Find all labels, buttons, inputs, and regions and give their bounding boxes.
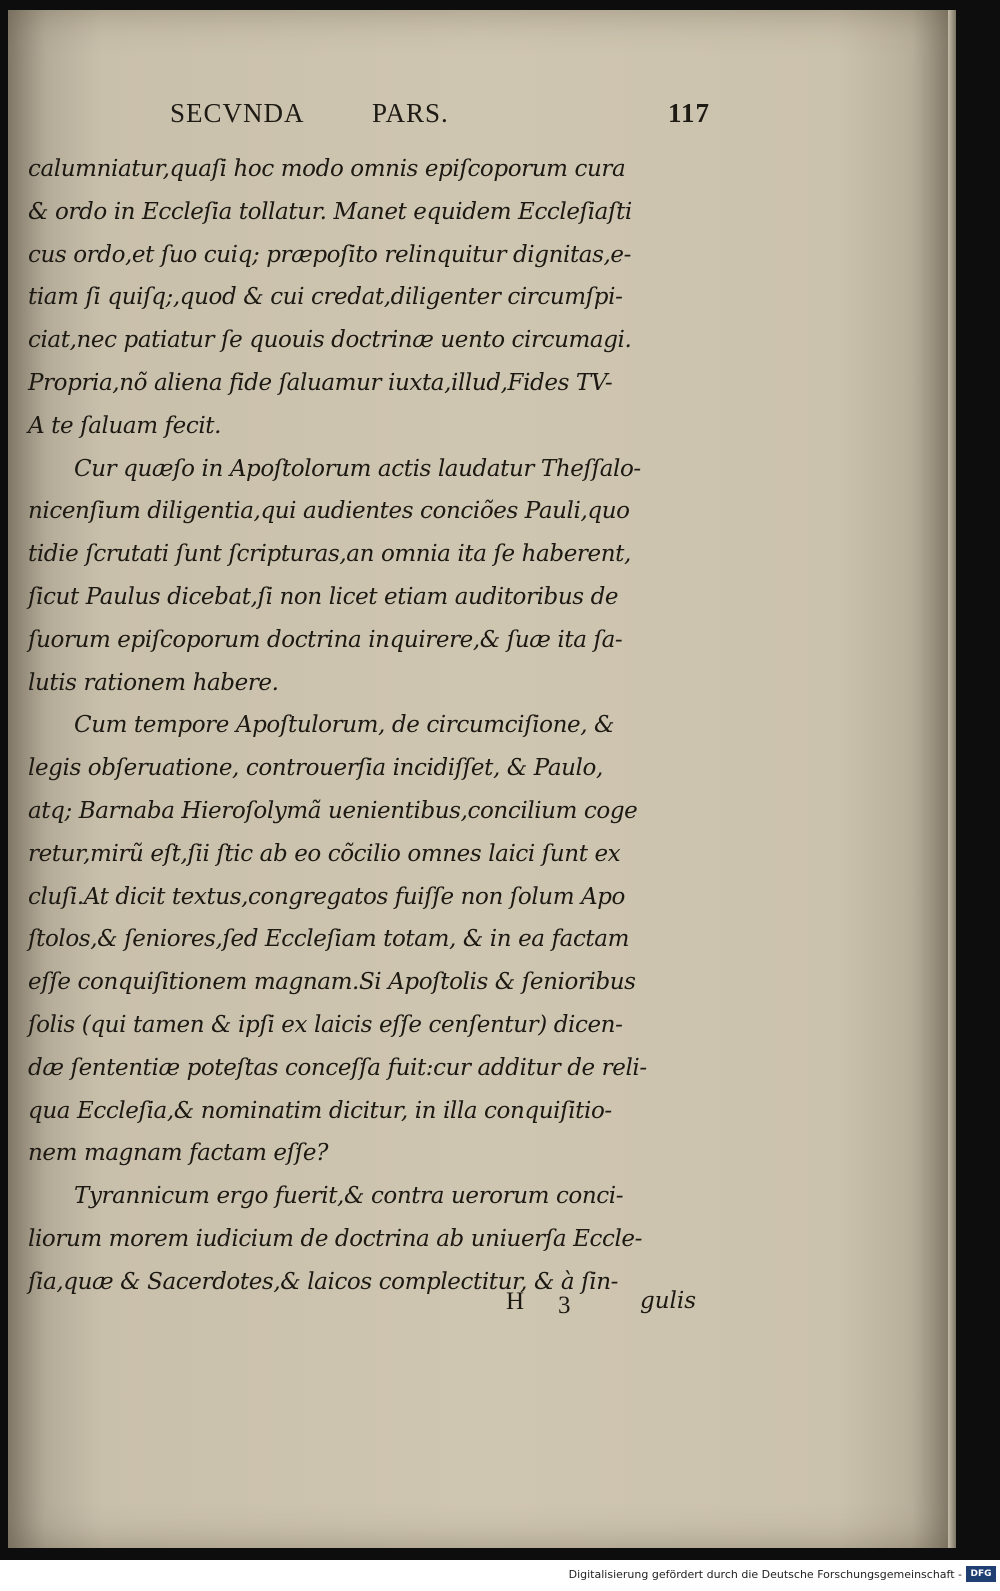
text-line: liorum morem iudicium de doctrina ab uniuerſa Eccle- [28, 1225, 642, 1252]
page-edge [948, 10, 956, 1548]
text-line: cluſi.At dicit textus,congregatos fuiſſe non ſolum Apo [28, 883, 626, 910]
running-header [170, 98, 710, 138]
text-line: dæ ſententiæ poteſtas conceſſa fuit:cur additur de reli- [28, 1054, 647, 1081]
credit-bar [0, 1560, 1000, 1591]
body-text [28, 148, 718, 1304]
text-line: calumniatur,quaſi hoc modo omnis epiſcoporum cura [28, 156, 626, 182]
text-line: eſſe conquiſitionem magnam.Si Apoſtolis & ſenioribus [28, 969, 636, 996]
catchword: gulis [640, 1288, 697, 1314]
text-line: tiam ſi quiſq;,quod & cui credat,diligenter circumſpi- [28, 284, 623, 311]
text-line: lutis rationem habere. [28, 669, 279, 696]
dfg-logo: DFG [966, 1566, 996, 1582]
text-line: Cur quæſo in Apoſtolorum actis laudatur Theſſalo- [74, 455, 641, 482]
text-line: cus ordo,et ſuo cuiq; præpoſito relinquitur dignitas,e- [28, 241, 631, 268]
text-line: & ordo in Eccleſia tollatur. Manet equidem Eccleſiaſti [28, 198, 632, 225]
text-line: atq; Barnaba Hieroſolymã uenientibus,concilium coge [28, 797, 638, 824]
text-line: Tyrannicum ergo fuerit,& contra uerorum conci- [74, 1183, 624, 1210]
text-line: ſolis (qui tamen & ipſi ex laicis eſſe cenſentur) dicen- [28, 1011, 623, 1038]
text-line: tidie ſcrutati ſunt ſcripturas,an omnia ita ſe haberent, [28, 541, 631, 568]
page-number: 117 [667, 98, 710, 128]
text-line: ſtolos,& ſeniores,ſed Eccleſiam totam, & in ea factam [28, 926, 629, 953]
text-line: Propria,nõ aliena fide ſaluamur iuxta,illud,Fides TV- [28, 369, 613, 396]
text-line: ſia,quæ & Sacerdotes,& laicos complectitur, & à ſin- [28, 1268, 619, 1295]
credit-text: Digitalisierung gefördert durch die Deutsche Forschungsgemeinschaft - [568, 1568, 962, 1581]
text-line: ſuorum epiſcoporum doctrina inquirere,& ſuæ ita ſa- [28, 626, 623, 653]
text-line: legis obſeruatione, controuerſia incidiſſet, & Paulo, [28, 755, 603, 782]
text-line: nicenſium diligentia,qui audientes conciões Pauli,quo [28, 498, 630, 525]
header-part: PARS. [372, 98, 449, 128]
text-line: A te ſaluam fecit. [28, 412, 222, 439]
signature-number: 3 [558, 1292, 571, 1319]
text-line: retur,mirũ eſt,ſii ſtic ab eo cõcilio omnes laici ſunt ex [28, 840, 621, 867]
text-line: qua Eccleſia,& nominatim dicitur, in illa conquiſitio- [28, 1097, 612, 1124]
text-line: ſicut Paulus dicebat,ſi non licet etiam auditoribus de [28, 583, 619, 610]
page-footer [28, 1288, 718, 1330]
text-line: ciat,nec patiatur ſe quouis doctrinæ uento circumagi. [28, 327, 632, 354]
signature-mark: H [506, 1288, 525, 1315]
text-line: nem magnam factam eſſe? [28, 1140, 328, 1167]
header-section: SECVNDA [170, 98, 305, 128]
text-line: Cum tempore Apoſtulorum, de circumciſione, & [74, 712, 615, 739]
